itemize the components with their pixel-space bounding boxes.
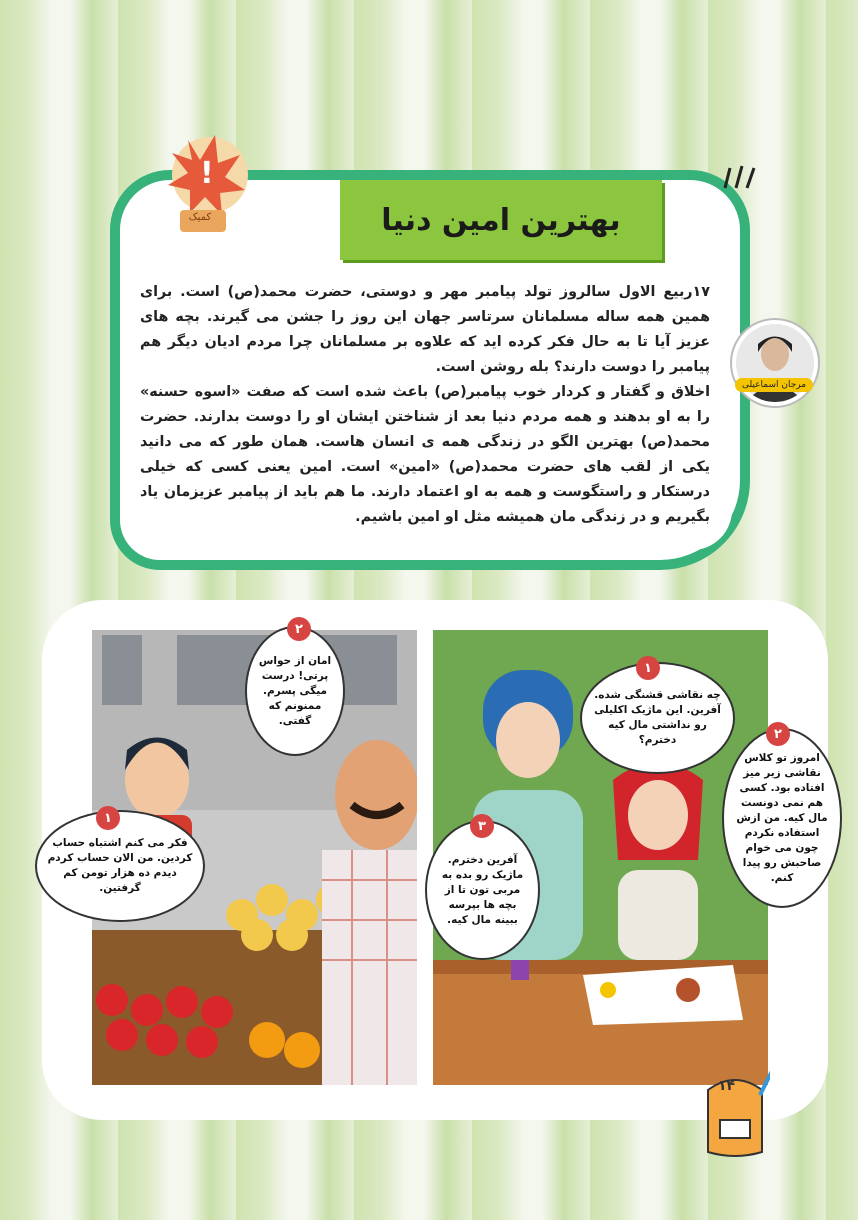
- author-name: مرجان اسماعیلی: [735, 378, 813, 392]
- comic-badge-label: کمیک: [188, 212, 212, 223]
- speech-bubble-left-1: [35, 810, 205, 922]
- bubble-number-right-2: ۲: [766, 722, 790, 746]
- author-avatar: [732, 320, 818, 406]
- emphasis-ticks-icon: [720, 160, 760, 190]
- page-number: ۱۴: [718, 1078, 736, 1094]
- svg-text:!: !: [200, 156, 214, 191]
- speech-bubble-right-1: [580, 662, 735, 774]
- speech-bubble-left-2: [245, 626, 345, 756]
- speech-bubble-text: فکر می کنم اشتباه حساب کردین. من الان حساب کردم دیدم ده هزار تومن کم گرفتین.: [47, 837, 193, 894]
- bubble-number-left-2: ۲: [287, 617, 311, 641]
- article-paragraph-1: ۱۷ربیع الاول سالروز تولد پیامبر مهر و دوستی، حضرت محمد(ص) است. برای همین همه ساله مسلمانان سرتاسر جهان این روز را جشن می گیرند. بچه های عزیز آیا تا به حال فکر کرده اید که علاوه بر مسلمانان چرا مردم ادیان دیگر هم پیامبر را دوست دارند؟ بله روشن است.: [140, 284, 710, 375]
- page-title: بهترین امین دنیا: [340, 180, 662, 260]
- bubble-number-right-1: ۱: [636, 656, 660, 680]
- speech-bubble-text: امروز تو کلاس نقاشی زیر میز افتاده بود. کسی هم نمی دونست مال کیه. من ازش استفاده نکردم چون می خوام صاحبش رو پیدا کنم.: [736, 751, 828, 884]
- article-body: [140, 280, 710, 530]
- speech-bubble-text: چه نقاشی قشنگی شده. آفرین. این ماژیک اکلیلی رو نداشتی مال کیه دخترم؟: [594, 689, 721, 746]
- speech-bubble-right-3: [425, 820, 540, 960]
- bubble-number-left-1: ۱: [96, 806, 120, 830]
- article-paragraph-2: اخلاق و گفتار و کردار خوب پیامبر(ص) باعث شده است که صفت «اسوه حسنه» را به او بدهند و همه مردم دنیا بعد از شناختن ایشان او را دوست بدارند. حضرت محمد(ص) بهترین الگو در زندگی همه ی انسان هاست. همان طور که می دانید یکی از لقب های حضرت محمد(ص) «امین» است. امین یعنی کسی که خیلی درستکار و راستگوست و همه به او اعتماد دارند. ما هم باید از پیامبر عزیزمان یاد بگیریم و در زندگی مان همیشه مثل او امین باشیم.: [140, 384, 710, 525]
- exclamation-badge-icon: [160, 135, 250, 245]
- speech-bubble-text: امان از حواس پرتی! درست میگی پسرم. ممنونم که گفتی.: [258, 654, 332, 727]
- speech-bubble-right-2: [722, 728, 842, 908]
- speech-bubble-text: آفرین دخترم. ماژیک رو بده به مربی تون تا از بچه ها بپرسه ببینه مال کیه.: [441, 853, 524, 926]
- bubble-number-right-3: ۳: [470, 814, 494, 838]
